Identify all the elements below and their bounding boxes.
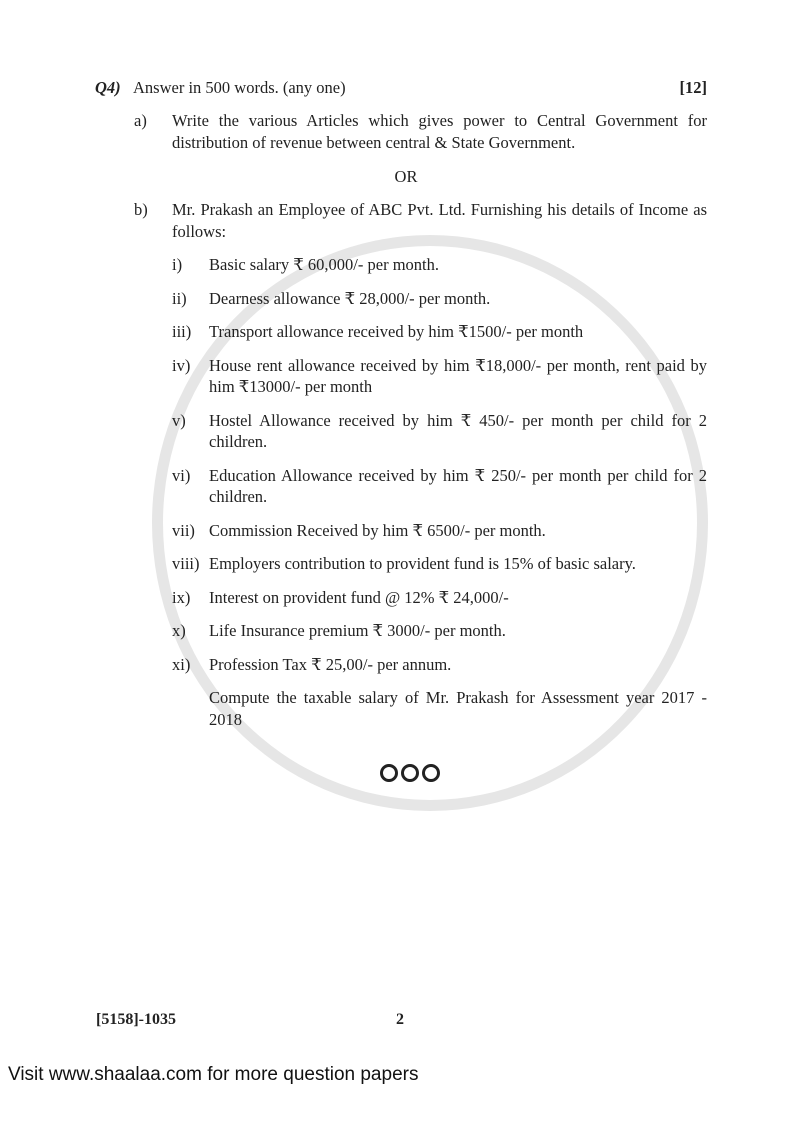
shaalaa-banner-link[interactable]: Visit www.shaalaa.com for more question papers [8, 1064, 419, 1085]
conclusion [95, 687, 707, 730]
item-label: vi) [172, 465, 191, 485]
income-item: Profession Tax ₹ 25,00/- per annum. [209, 654, 452, 674]
income-item: Dearness allowance ₹ 28,000/- per month. [209, 288, 491, 308]
item-label: x) [172, 621, 186, 640]
item-label: vii) [172, 520, 195, 540]
income-item: Education Allowance received by him ₹ 250/- per month per child for 2 children. [209, 465, 707, 506]
income-item-row [95, 410, 707, 453]
item-label: ix) [172, 587, 191, 607]
income-item: Basic salary ₹ 60,000/- per month. [209, 255, 439, 274]
item-label: i) [172, 255, 183, 274]
income-item-row [95, 654, 707, 676]
or-separator: OR [394, 167, 418, 186]
income-item-row [95, 355, 707, 398]
income-item-row [95, 254, 707, 276]
income-item-row [95, 288, 707, 310]
item-label: iii) [172, 322, 192, 341]
item-label: iv) [172, 355, 191, 375]
income-item: Interest on provident fund @ 12% ₹ 24,000/- [209, 587, 509, 607]
income-item-row [95, 587, 707, 609]
income-item-row [95, 620, 707, 642]
question-marks: [12] [679, 78, 707, 97]
income-item: Commission Received by him ₹ 6500/- per month. [209, 520, 546, 540]
part-b [95, 199, 707, 242]
part-a-text: Write the various Articles which gives power to Central Government for distribution of revenue between central & State Government. [172, 111, 707, 152]
income-item: Hostel Allowance received by him ₹ 450/- per month per child for 2 children. [209, 410, 707, 451]
part-b-label: b) [134, 200, 148, 219]
part-b-text: Mr. Prakash an Employee of ABC Pvt. Ltd. Furnishing his details of Income as follows: [172, 200, 707, 241]
income-items-list [95, 254, 707, 675]
income-item: Transport allowance received by him ₹1500/- per month [209, 322, 584, 341]
item-label: viii) [172, 554, 200, 573]
conclusion-text: Compute the taxable salary of Mr. Prakash for Assessment year 2017 - 2018 [209, 688, 707, 729]
income-item: Life Insurance premium ₹ 3000/- per month. [209, 621, 506, 640]
question-instruction: Answer in 500 words. (any one) [133, 78, 346, 97]
income-item: Employers contribution to provident fund is 15% of basic salary. [209, 554, 636, 573]
question-block [95, 77, 707, 788]
income-item-row [95, 321, 707, 343]
income-item: House rent allowance received by him ₹18,000/- per month, rent paid by him ₹13000/- per month [209, 355, 707, 396]
page-number: 2 [396, 1011, 404, 1028]
item-label: v) [172, 410, 186, 430]
item-label: xi) [172, 654, 191, 674]
part-a [95, 110, 707, 153]
end-marker-circles [95, 764, 707, 788]
income-item-row [95, 465, 707, 508]
income-item-row [95, 553, 707, 575]
item-label: ii) [172, 288, 187, 308]
paper-code: [5158]-1035 [96, 1011, 176, 1028]
question-number: Q4) [95, 78, 121, 97]
income-item-row [95, 520, 707, 542]
question-header [95, 77, 707, 99]
part-a-label: a) [134, 111, 147, 130]
